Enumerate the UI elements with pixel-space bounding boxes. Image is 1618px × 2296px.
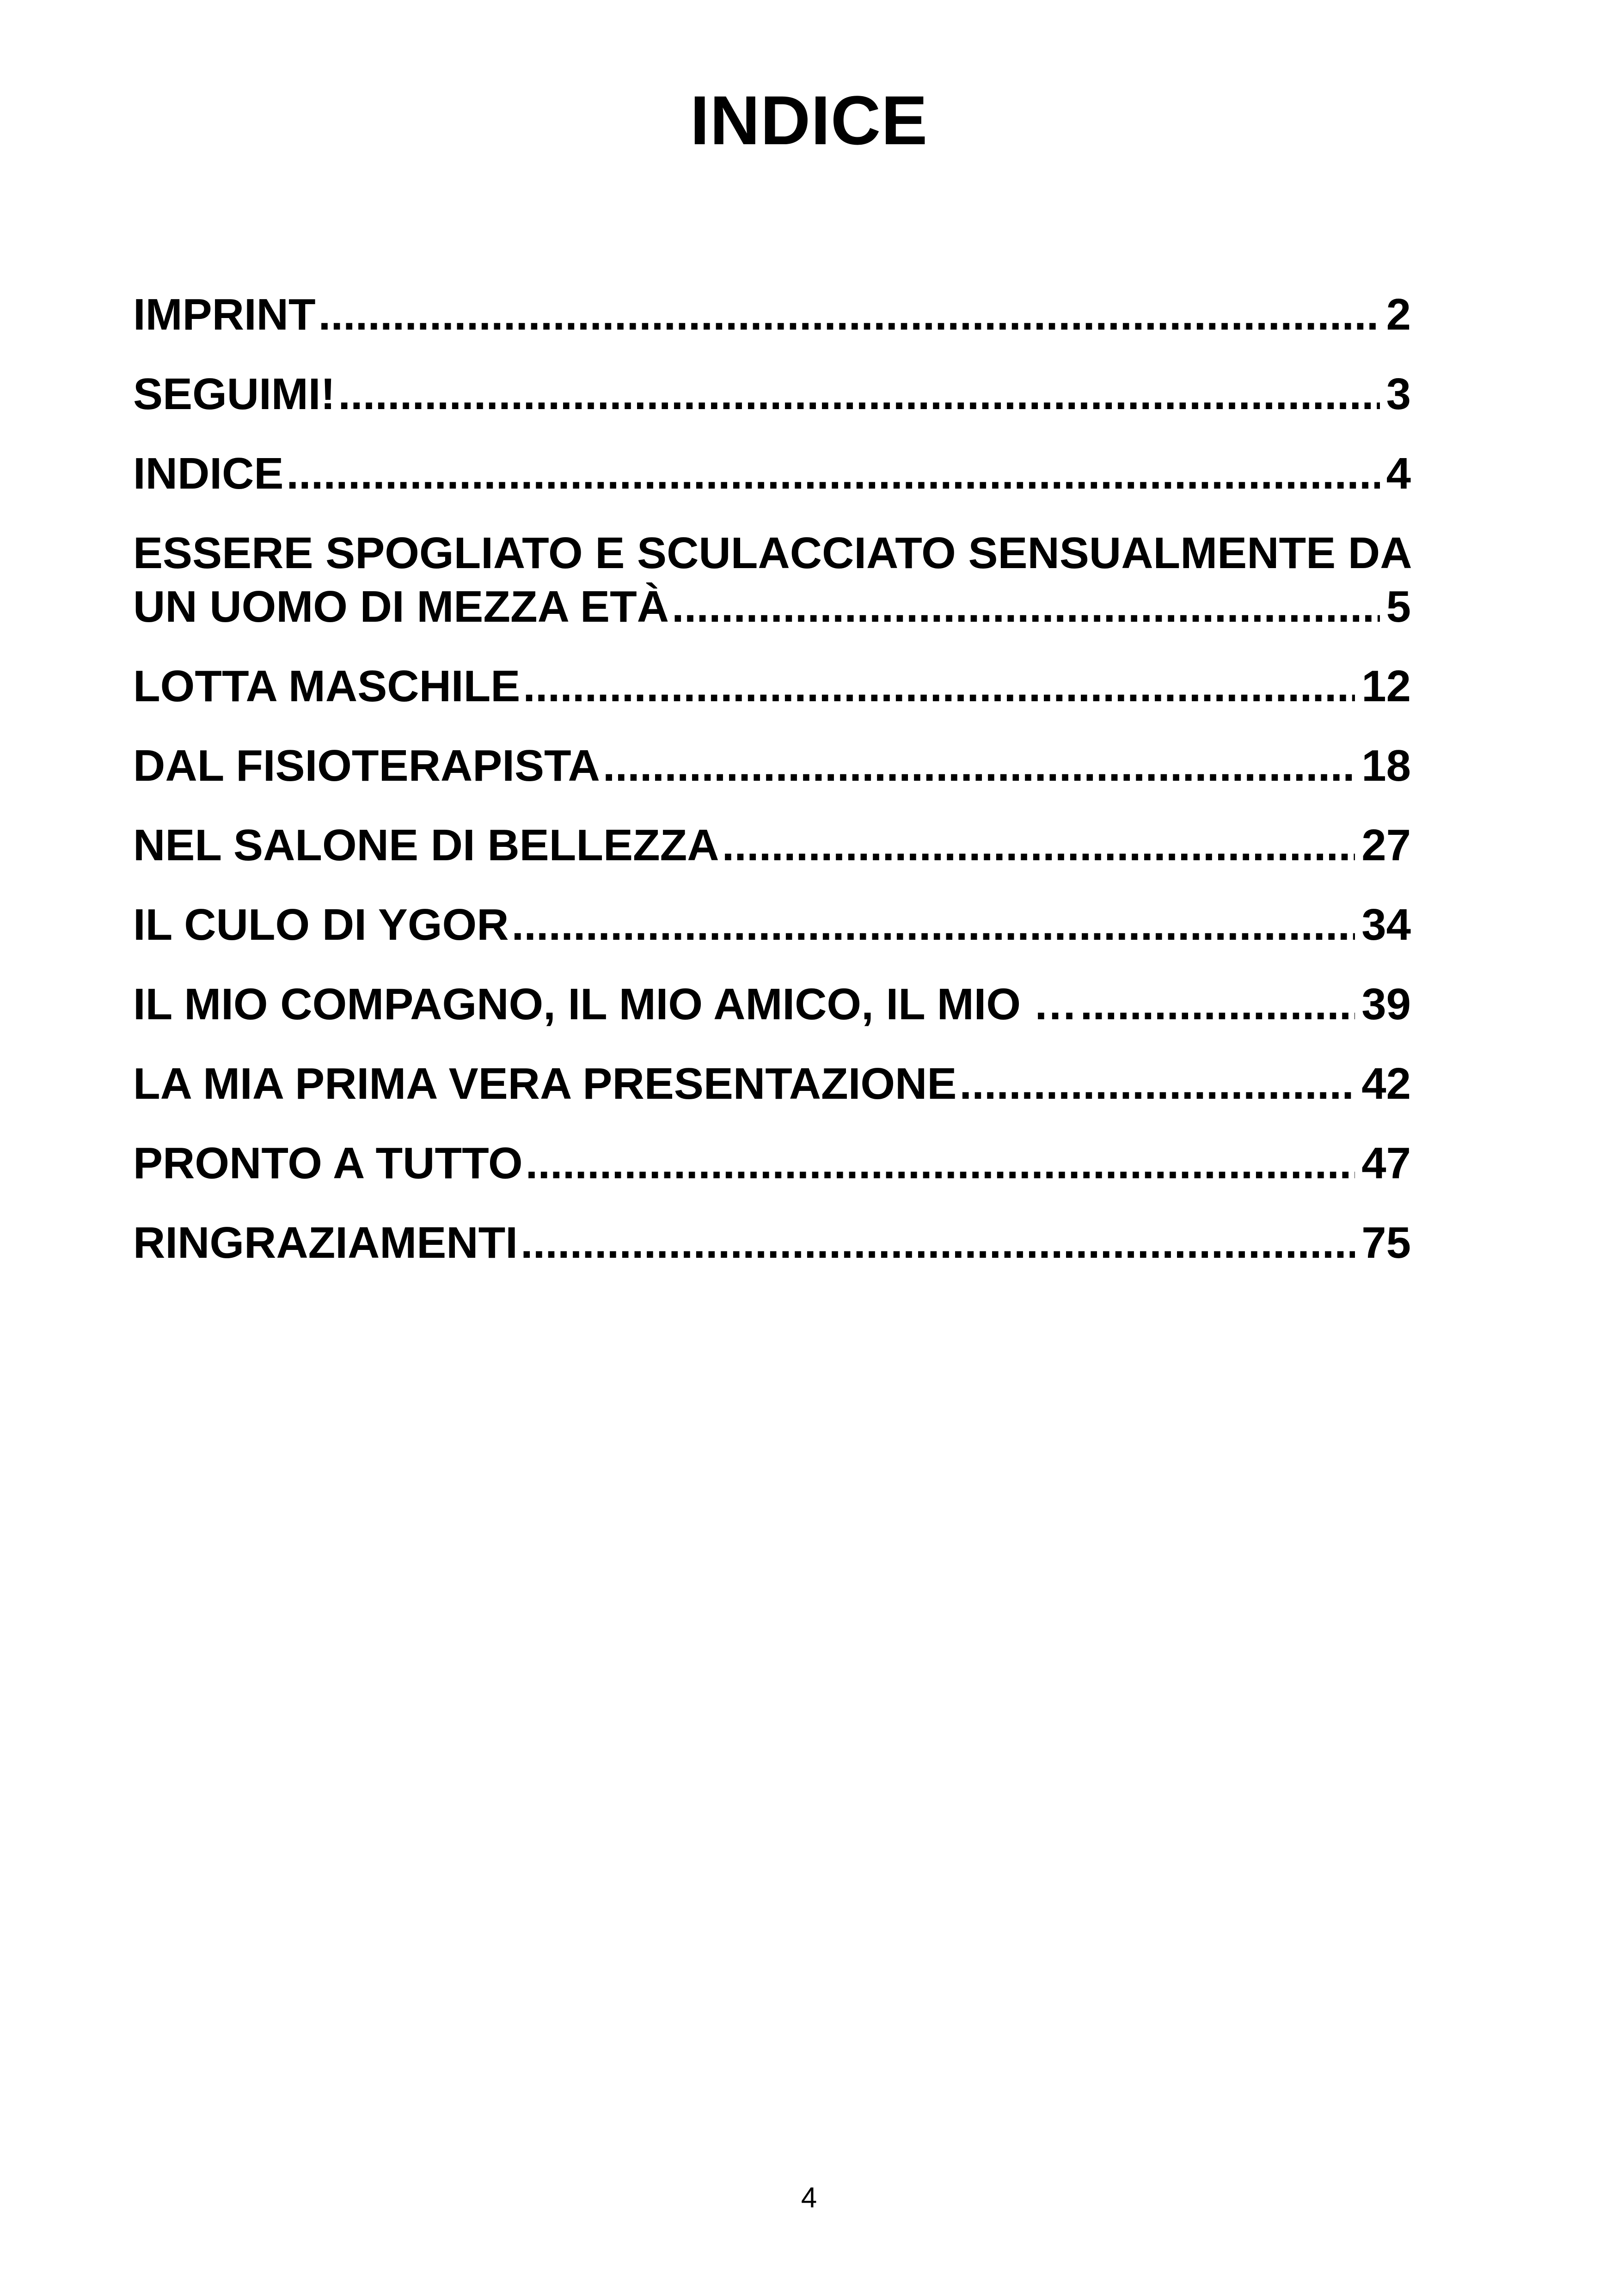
- toc-entry-indice[interactable]: [133, 448, 1411, 500]
- footer-page-number: 4: [801, 2182, 817, 2214]
- dot-leader: [672, 581, 1380, 633]
- toc-entry-page: 27: [1361, 820, 1411, 870]
- toc-entry-title: IL CULO DI YGOR: [133, 900, 509, 949]
- dot-leader: [526, 1138, 1355, 1189]
- toc-entry-title-line1: ESSERE SPOGLIATO E SCULACCIATO SENSUALMENTE DA: [133, 528, 1412, 578]
- toc-entry-title: NEL SALONE DI BELLEZZA: [133, 820, 719, 870]
- toc-entry-page: 12: [1361, 661, 1411, 711]
- toc-entry-ringraziamenti[interactable]: [133, 1217, 1411, 1269]
- toc-entry-imprint[interactable]: [133, 289, 1411, 341]
- toc-entry-page: 39: [1361, 980, 1411, 1029]
- dot-leader: [338, 368, 1379, 420]
- toc-entry-title: DAL FISIOTERAPISTA: [133, 741, 600, 790]
- dot-leader: [722, 820, 1355, 871]
- toc-entry-essere-spogliato[interactable]: [133, 527, 1411, 633]
- toc-entry-title: SEGUIMI!: [133, 369, 336, 419]
- dot-leader: [523, 661, 1355, 712]
- toc-entry-la-mia-prima[interactable]: [133, 1058, 1411, 1110]
- toc-entry-nel-salone[interactable]: [133, 820, 1411, 871]
- toc-entry-title: IL MIO COMPAGNO, IL MIO AMICO, IL MIO …: [133, 980, 1078, 1029]
- toc-entry-page: 4: [1386, 449, 1411, 498]
- dot-leader: [521, 1217, 1355, 1269]
- dot-leader: [319, 289, 1380, 341]
- toc-entry-title: IMPRINT: [133, 290, 316, 339]
- toc-entry-page: 2: [1386, 290, 1411, 339]
- table-of-contents: [133, 289, 1411, 1297]
- toc-entry-page: 34: [1361, 900, 1411, 949]
- toc-entry-page: 75: [1361, 1218, 1411, 1267]
- toc-entry-lotta-maschile[interactable]: [133, 661, 1411, 712]
- dot-leader: [286, 448, 1379, 500]
- toc-entry-il-mio-compagno[interactable]: [133, 979, 1411, 1030]
- toc-entry-title: INDICE: [133, 449, 284, 498]
- dot-leader: [603, 740, 1355, 792]
- toc-entry-page: 42: [1361, 1059, 1411, 1108]
- toc-entry-seguimi[interactable]: [133, 368, 1411, 420]
- page-title: INDICE: [690, 81, 928, 159]
- toc-entry-dal-fisioterapista[interactable]: [133, 740, 1411, 792]
- toc-entry-title: PRONTO A TUTTO: [133, 1139, 523, 1188]
- toc-entry-title: LA MIA PRIMA VERA PRESENTAZIONE: [133, 1059, 957, 1108]
- dot-leader: [512, 899, 1355, 951]
- toc-entry-page: 5: [1386, 582, 1411, 631]
- toc-entry-il-culo-di-ygor[interactable]: [133, 899, 1411, 951]
- toc-entry-pronto-a-tutto[interactable]: [133, 1138, 1411, 1189]
- toc-entry-title: RINGRAZIAMENTI: [133, 1218, 518, 1267]
- toc-entry-page: 3: [1386, 369, 1411, 419]
- toc-entry-page: 47: [1361, 1139, 1411, 1188]
- toc-entry-title: UN UOMO DI MEZZA ETÀ: [133, 582, 669, 631]
- dot-leader: [959, 1058, 1355, 1110]
- toc-entry-title: LOTTA MASCHILE: [133, 661, 521, 711]
- dot-leader: [1080, 979, 1355, 1030]
- toc-entry-page: 18: [1361, 741, 1411, 790]
